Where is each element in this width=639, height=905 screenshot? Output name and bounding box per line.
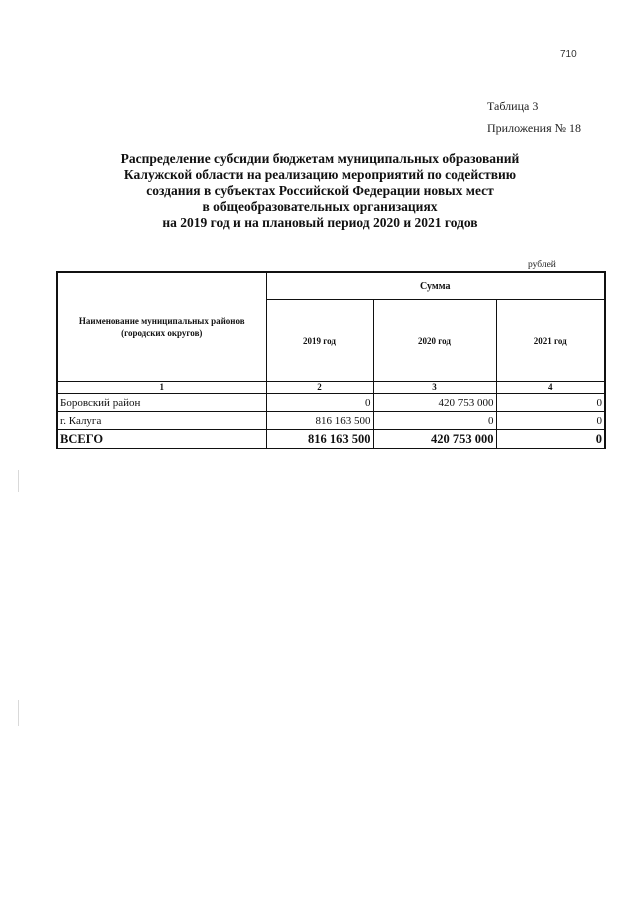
total-2019: 816 163 500 bbox=[266, 430, 373, 449]
title-line: Распределение субсидии бюджетам муниципальных образований bbox=[120, 151, 520, 166]
table-label: Таблица 3 bbox=[487, 99, 539, 113]
page-number: 710 bbox=[560, 49, 577, 60]
title-line: создания в субъектах Российской Федерации новых мест bbox=[146, 183, 494, 198]
district-name: Боровский район bbox=[57, 394, 266, 412]
year-header-2019: 2019 год bbox=[266, 300, 373, 382]
table-row bbox=[57, 412, 605, 430]
document-title bbox=[60, 151, 580, 231]
sum-header: Сумма bbox=[266, 272, 605, 300]
title-line: на 2019 год и на плановый период 2020 и 2021 годов bbox=[162, 215, 478, 230]
column-number: 4 bbox=[496, 382, 605, 394]
name-column-header: Наименование муниципальных районов (городских округов) bbox=[57, 272, 266, 382]
column-number: 2 bbox=[266, 382, 373, 394]
amount-2021: 0 bbox=[496, 394, 605, 412]
column-number-row bbox=[57, 382, 605, 394]
district-name: г. Калуга bbox=[57, 412, 266, 430]
amount-2020: 0 bbox=[373, 412, 496, 430]
amount-2019: 0 bbox=[266, 394, 373, 412]
scan-artifact bbox=[18, 700, 19, 726]
scan-artifact bbox=[18, 470, 19, 492]
total-2021: 0 bbox=[496, 430, 605, 449]
title-line: Калужской области на реализацию мероприятий по содействию bbox=[123, 167, 517, 182]
column-number: 1 bbox=[57, 382, 266, 394]
amount-2020: 420 753 000 bbox=[373, 394, 496, 412]
title-line: в общеобразовательных организациях bbox=[202, 199, 438, 214]
appendix-label: Приложения № 18 bbox=[487, 121, 582, 135]
table-row bbox=[57, 394, 605, 412]
units-label: рублей bbox=[528, 260, 556, 270]
year-header-2020: 2020 год bbox=[373, 300, 496, 382]
total-2020: 420 753 000 bbox=[373, 430, 496, 449]
amount-2019: 816 163 500 bbox=[266, 412, 373, 430]
amount-2021: 0 bbox=[496, 412, 605, 430]
year-header-2021: 2021 год bbox=[496, 300, 605, 382]
total-label: ВСЕГО bbox=[57, 430, 266, 449]
header-row bbox=[57, 272, 605, 300]
subsidy-table bbox=[56, 271, 606, 449]
column-number: 3 bbox=[373, 382, 496, 394]
total-row bbox=[57, 430, 605, 449]
